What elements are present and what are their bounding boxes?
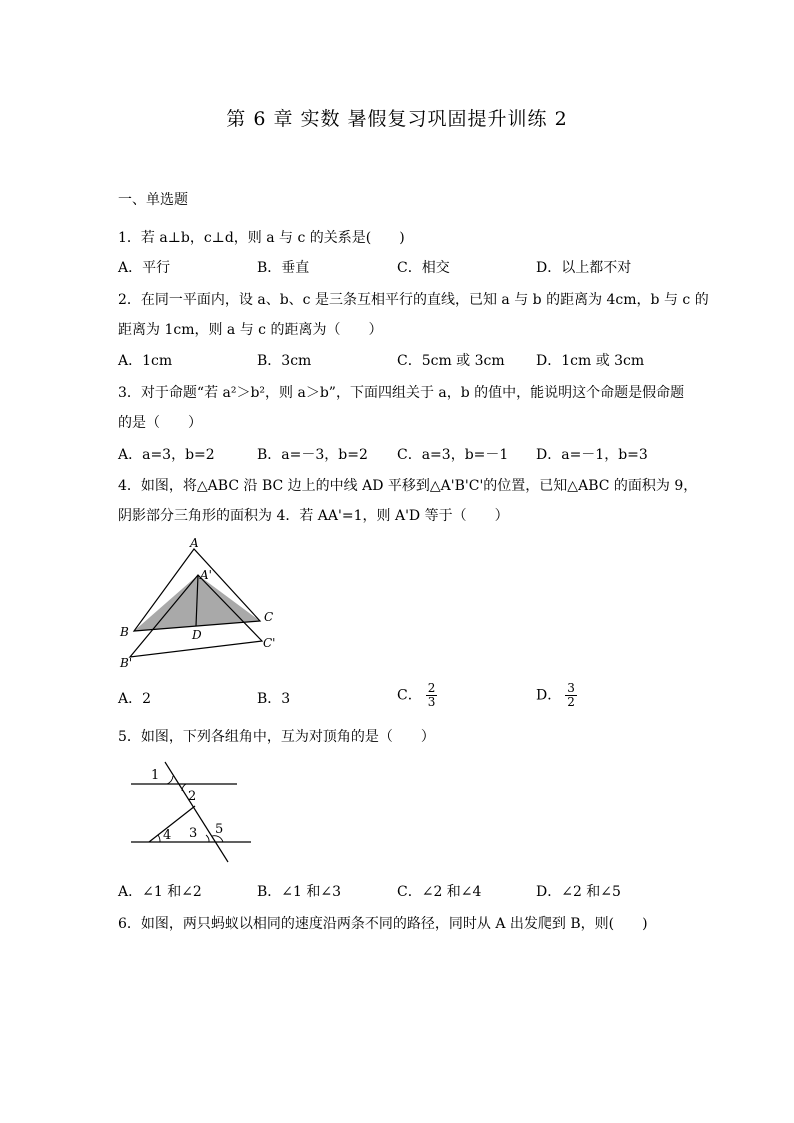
question-1-option-b: B．垂直: [257, 260, 310, 276]
question-2-option-d: D．1cm 或 3cm: [536, 353, 645, 369]
fraction-denominator: 3: [427, 695, 436, 709]
question-2-stem-line-2: 距离为 1cm，则 a 与 c 的距离为（ ）: [118, 322, 383, 338]
fraction-numerator: 2: [427, 681, 436, 695]
question-4-option-c: [397, 682, 437, 709]
question-5-option-c: C．∠2 和∠4: [397, 884, 482, 900]
angle-arc-4: [158, 835, 160, 842]
angle-label-5: 5: [215, 822, 224, 837]
question-4-option-a: A．2: [118, 691, 152, 707]
question-3-option-d: D．a=－1，b=3: [536, 447, 648, 463]
transversal-line: [165, 762, 228, 862]
question-4-stem-line-1: 4．如图，将△ABC 沿 BC 边上的中线 AD 平移到△A'B'C'的位置，已知△ABC 的面积为 9，: [118, 478, 698, 494]
page-title: 第 6 章 实数 暑假复习巩固提升训练 2: [226, 108, 568, 130]
question-1-option-d: D．以上都不对: [536, 260, 632, 276]
angle-arc-3: [206, 835, 209, 842]
triangle-translation-figure: [110, 535, 300, 675]
angle-label-4: 4: [163, 828, 172, 843]
angle-label-1: 1: [151, 768, 160, 783]
question-3-option-c: C．a=3，b=－1: [397, 447, 509, 463]
label-b: B: [120, 625, 129, 639]
question-3-option-a: A．a=3，b=2: [118, 447, 215, 463]
fraction-three-halves: [565, 682, 577, 709]
question-3-option-b: B．a=－3，b=2: [257, 447, 368, 463]
question-2-option-a: A．1cm: [118, 353, 173, 369]
question-1-stem: 1．若 a⊥b，c⊥d，则 a 与 c 的关系是( ): [118, 230, 405, 246]
section-heading: 一、单选题: [118, 192, 188, 208]
label-a-prime: A': [200, 568, 212, 582]
question-1-option-a: A．平行: [118, 260, 171, 276]
fraction-two-thirds: [426, 682, 438, 709]
question-1-option-c: C．相交: [397, 260, 450, 276]
label-a: A: [190, 536, 199, 550]
question-2-option-c: C．5cm 或 3cm: [397, 353, 505, 369]
label-d: D: [192, 628, 202, 642]
question-2-option-b: B．3cm: [257, 353, 312, 369]
question-4-stem-line-2: 阴影部分三角形的面积为 4．若 AA'=1，则 A'D 等于（ ）: [118, 508, 509, 524]
question-4-option-d-label: D．: [536, 687, 562, 704]
question-2-stem-line-1: 2．在同一平面内，设 a、b、c 是三条互相平行的直线，已知 a 与 b 的距离为 4cm，b 与 c 的: [118, 292, 709, 308]
question-3-stem-line-1: 3．对于命题“若 a²＞b²，则 a＞b”，下面四组关于 a，b 的值中，能说明这个命题是假命题: [118, 385, 685, 401]
fraction-denominator: 2: [567, 695, 575, 709]
question-4-option-c-label: C．: [397, 687, 422, 704]
question-3-stem-line-2: 的是（ ）: [118, 415, 202, 431]
fraction-numerator: 3: [567, 681, 575, 695]
question-5-option-a: A．∠1 和∠2: [118, 884, 202, 900]
angles-figure: [125, 758, 260, 868]
angle-label-3: 3: [189, 826, 198, 841]
angle-label-2: 2: [188, 789, 197, 804]
label-b-prime: B': [120, 656, 133, 670]
angle-arc-1: [167, 776, 173, 784]
question-5-option-b: B．∠1 和∠3: [257, 884, 342, 900]
question-5-option-d: D．∠2 和∠5: [536, 884, 621, 900]
label-c-prime: C': [263, 636, 276, 650]
question-4-option-b: B．3: [257, 691, 291, 707]
question-5-stem: 5．如图，下列各组角中，互为对顶角的是（ ）: [118, 729, 435, 745]
question-4-option-d: [536, 682, 577, 709]
question-6-stem: 6．如图，两只蚂蚁以相同的速度沿两条不同的路径，同时从 A 出发爬到 B，则( ): [118, 916, 648, 932]
label-c: C: [264, 610, 274, 624]
